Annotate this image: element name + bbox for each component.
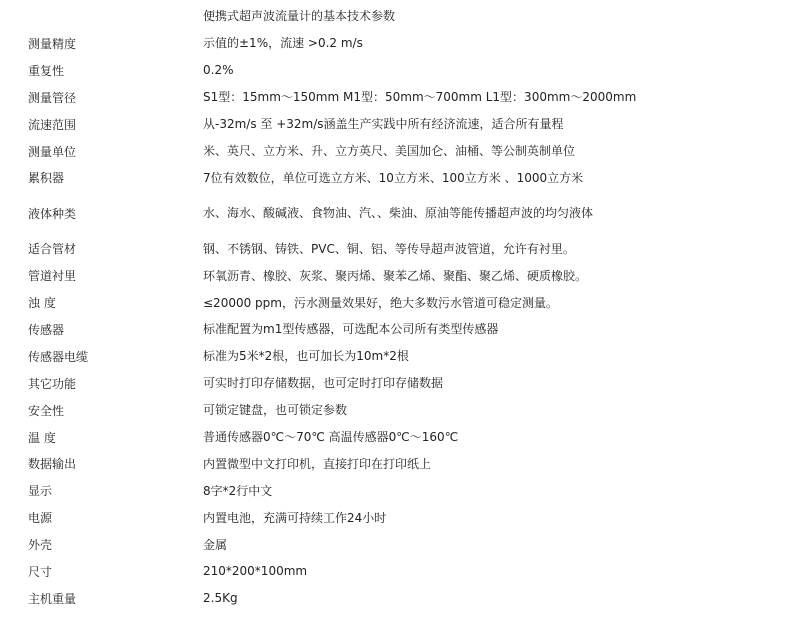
spec-label: 累积器	[28, 171, 65, 186]
spec-label: 重复性	[28, 63, 65, 78]
spec-row	[0, 531, 804, 558]
spec-value: 示值的±1%，流速 >0.2 m/s	[203, 36, 363, 51]
spec-value: ≤20000 ppm，污水测量效果好，绝大多数污水管道可稳定测量。	[203, 295, 558, 310]
spec-row	[0, 262, 804, 289]
spec-label: 外壳	[28, 538, 53, 553]
spec-value: 7位有效数位，单位可选立方米、10立方米、100立方米 、1000立方米	[203, 170, 584, 185]
spec-table	[0, 30, 804, 612]
spec-label: 传感器电缆	[28, 349, 89, 364]
spec-label: 显示	[28, 484, 53, 499]
spec-value: 标准为5米*2根，也可加长为10m*2根	[203, 349, 409, 364]
spec-value: 普通传感器0℃～70℃ 高温传感器0℃～160℃	[203, 430, 459, 445]
spec-label: 管道衬里	[28, 269, 77, 284]
spec-row	[0, 450, 804, 477]
spec-value: 钢、不锈钢、铸铁、PVC、铜、铝、等传导超声波管道，允许有衬里。	[203, 241, 575, 256]
spec-label: 适合管材	[28, 242, 77, 257]
spec-value: 可锁定键盘，也可锁定参数	[203, 403, 348, 418]
spec-label: 液体种类	[28, 206, 77, 221]
page-title: 便携式超声波流量计的基本技术参数	[203, 9, 396, 23]
spec-label: 数据输出	[28, 457, 77, 472]
spec-row	[0, 138, 804, 165]
spec-row	[0, 57, 804, 84]
spec-label: 传感器	[28, 322, 65, 337]
spec-row	[0, 504, 804, 531]
spec-row	[0, 397, 804, 424]
spec-label: 温 度	[28, 430, 56, 445]
spec-row	[0, 84, 804, 111]
spec-label: 流速范围	[28, 117, 77, 132]
spec-row	[0, 343, 804, 370]
spec-value: 环氧沥青、橡胶、灰浆、聚丙烯、聚苯乙烯、聚酯、聚乙烯、硬质橡胶。	[203, 268, 588, 283]
spec-row	[0, 164, 804, 191]
spec-row	[0, 235, 804, 262]
spec-label: 尺寸	[28, 564, 53, 579]
spec-label: 安全性	[28, 403, 65, 418]
spec-row	[0, 111, 804, 138]
spec-label: 浊 度	[28, 296, 56, 311]
spec-value: 8字*2行中文	[203, 483, 273, 498]
spec-value: 可实时打印存储数据，也可定时打印存储数据	[203, 376, 444, 391]
spec-row	[0, 558, 804, 585]
spec-value: S1型：15mm～150mm M1型：50mm～700mm L1型：300mm～2000mm	[203, 90, 637, 105]
spec-label: 电源	[28, 511, 53, 526]
spec-value: 金属	[203, 537, 228, 552]
spec-row	[0, 585, 804, 612]
spec-label: 其它功能	[28, 376, 77, 391]
spec-label: 测量管径	[28, 90, 77, 105]
spec-value: 水、海水、酸碱液、食物油、汽、、柴油、原油等能传播超声波的均匀液体	[203, 206, 594, 221]
spec-value: 210*200*100mm	[203, 564, 308, 579]
spec-label: 测量单位	[28, 144, 77, 159]
spec-row	[0, 289, 804, 316]
spec-value: 0.2%	[203, 63, 234, 78]
spec-row	[0, 424, 804, 451]
spec-row	[0, 30, 804, 57]
spec-label: 测量精度	[28, 36, 77, 51]
spec-row	[0, 477, 804, 504]
spec-value: 内置电池，充满可持续工作24小时	[203, 510, 387, 525]
spec-value: 内置微型中文打印机，直接打印在打印纸上	[203, 456, 432, 471]
spec-row	[0, 316, 804, 343]
spec-label: 主机重量	[28, 591, 77, 606]
spec-value: 从-32m/s 至 +32m/s涵盖生产实践中所有经济流速，适合所有量程	[203, 117, 564, 132]
spec-value: 标准配置为m1型传感器，可选配本公司所有类型传感器	[203, 322, 499, 337]
spec-value: 2.5Kg	[203, 591, 238, 606]
spec-row	[0, 370, 804, 397]
spec-row	[0, 191, 804, 235]
spec-value: 米、英尺、立方米、升、立方英尺、美国加仑、油桶、等公制英制单位	[203, 144, 576, 158]
